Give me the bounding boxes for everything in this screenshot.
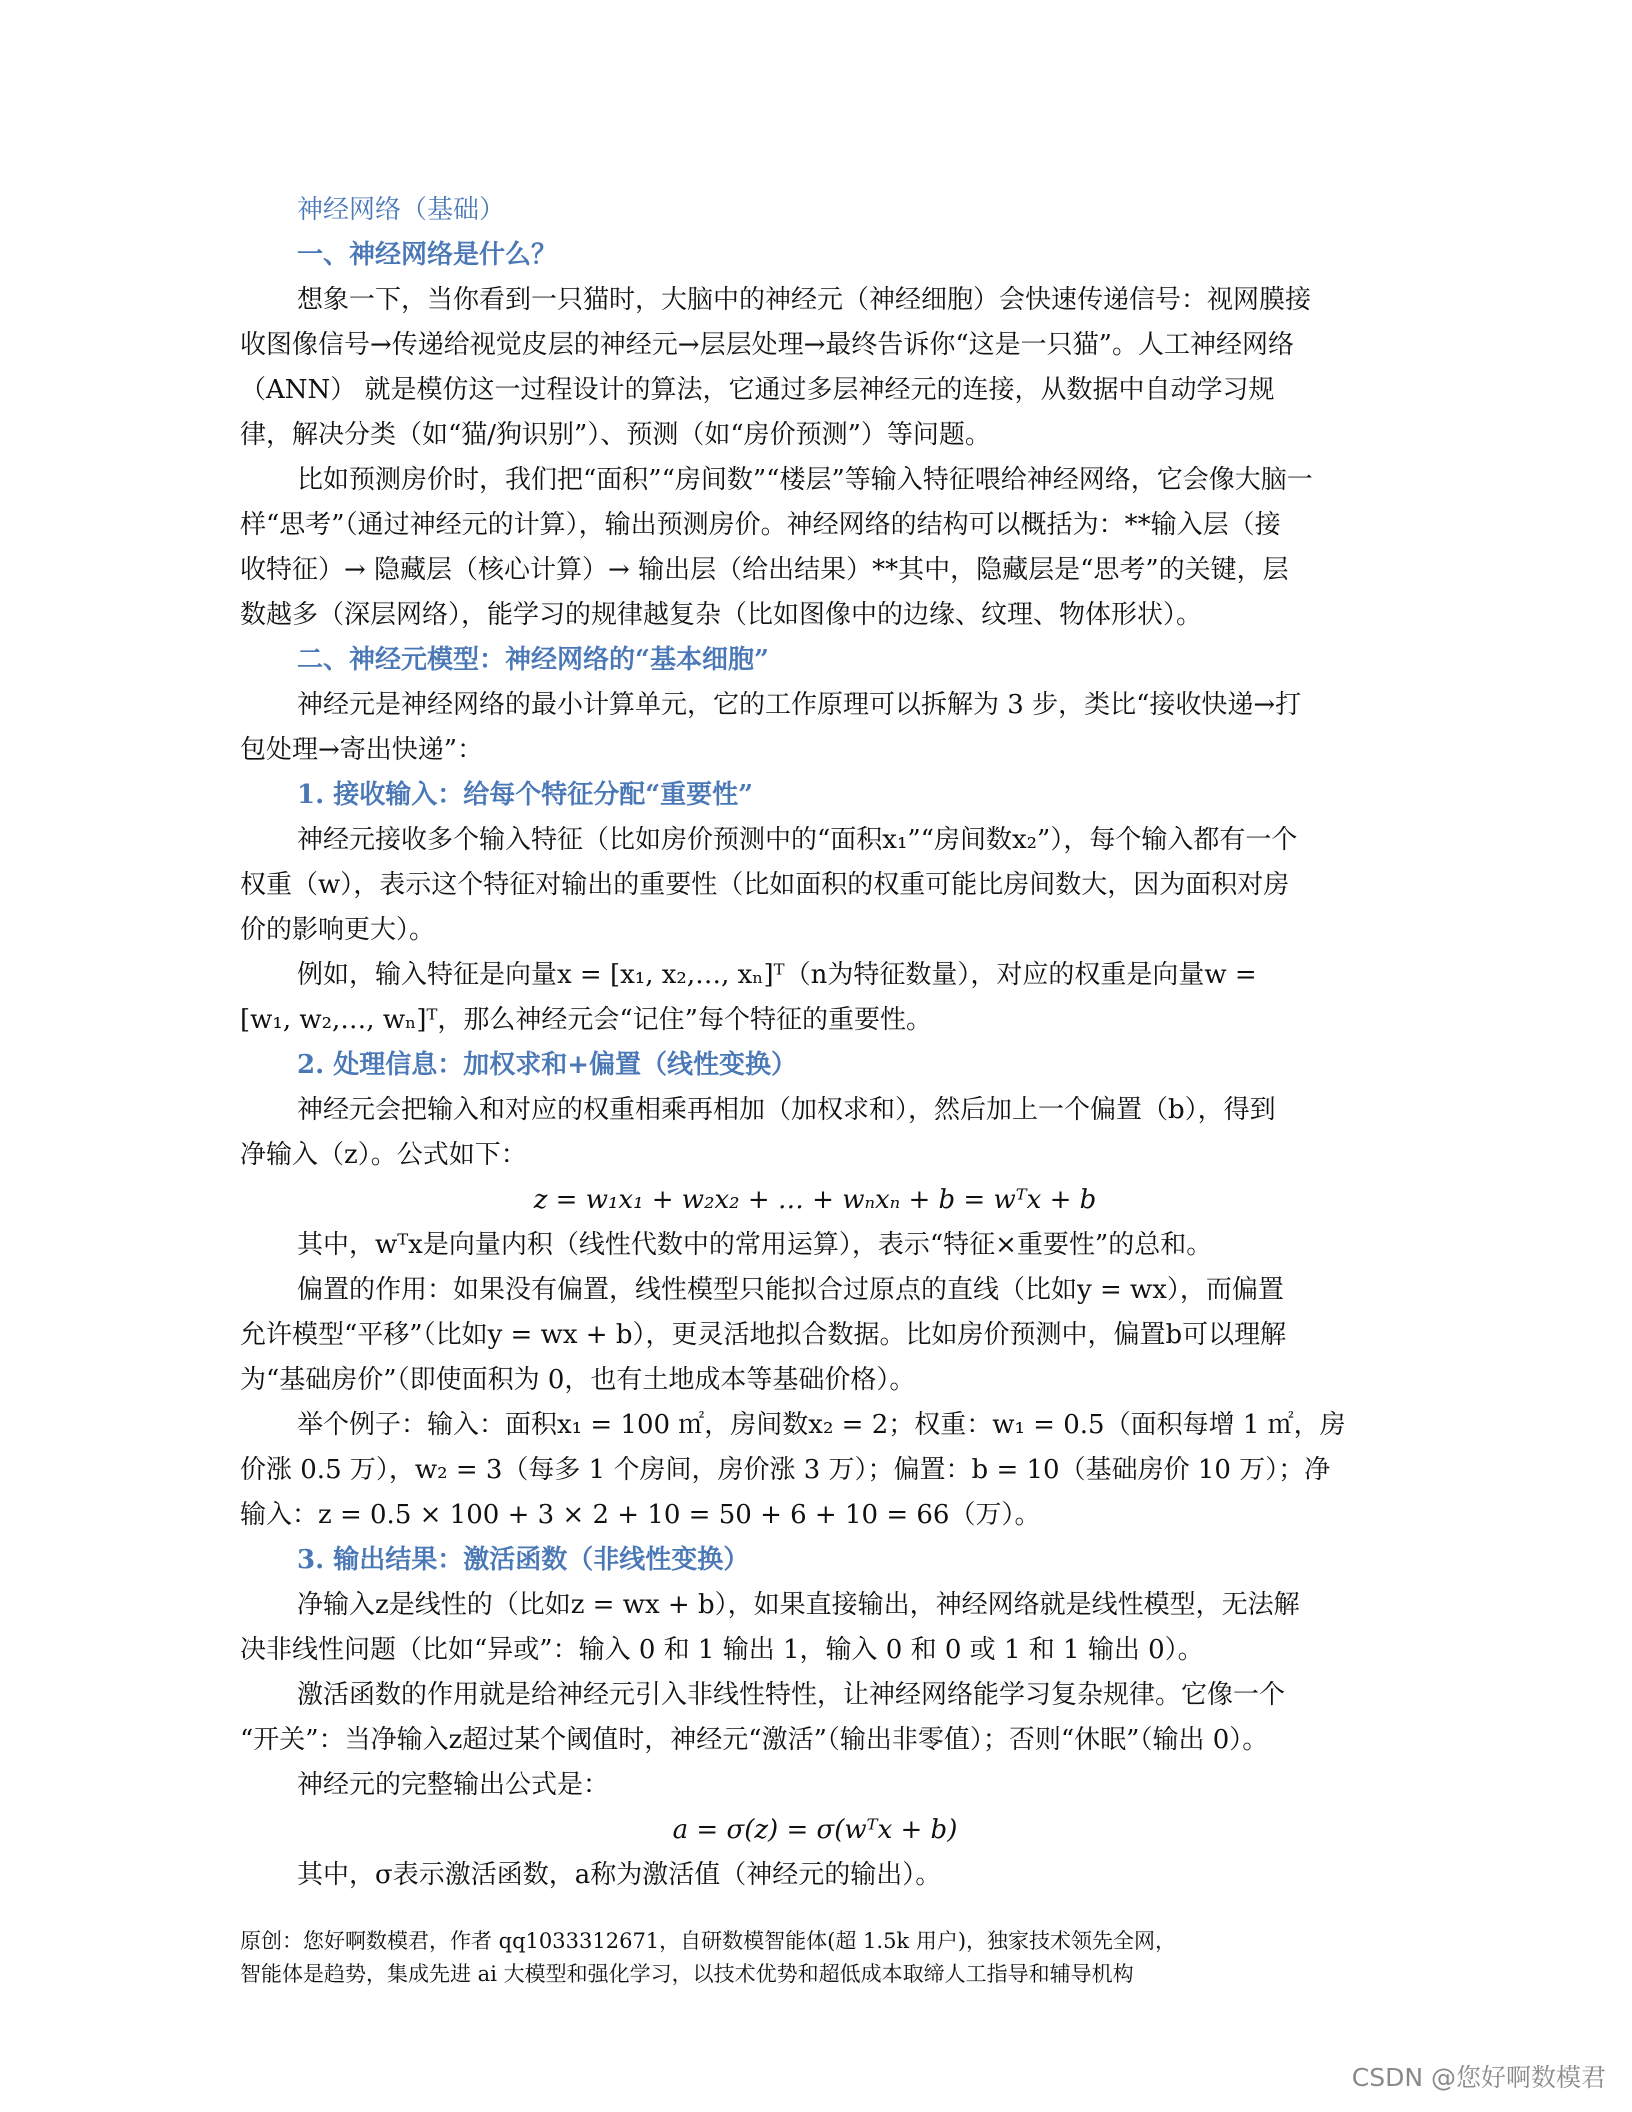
text-line: “开关”：当净输入z超过某个阈值时，神经元“激活”（输出非零值）；否则“休眠”（输出 0）。 <box>240 1725 1269 1755</box>
document-title: 神经网络（基础） <box>297 195 506 225</box>
paragraph-2 <box>240 458 1390 638</box>
footer-line: 原创：您好啊数模君，作者 qq1033312671，自研数模智能体(超 1.5k 用户)，独家技术领先全网， <box>240 1929 1177 1953</box>
text-line: 净输入（z）。公式如下： <box>240 1140 527 1170</box>
text-line: 包处理→寄出快递”： <box>240 735 484 765</box>
text-line: 价的影响更大）。 <box>240 915 436 945</box>
text-line: 输入：z = 0.5 × 100 + 3 × 2 + 10 = 50 + 6 + 10 = 66（万）。 <box>240 1500 1041 1530</box>
text-line: 权重（w），表示这个特征对输出的重要性（比如面积的权重可能比房间数大，因为面积对房 <box>240 870 1290 900</box>
step-2-heading: 2. 处理信息：加权求和+偏置（线性变换） <box>297 1050 797 1080</box>
text-line: 律，解决分类（如“猫/狗识别”）、预测（如“房价预测”）等问题。 <box>240 420 991 450</box>
text-line: 为“基础房价”（即使面积为 0，也有土地成本等基础价格）。 <box>240 1365 916 1395</box>
footer-note <box>240 1925 1390 1991</box>
paragraph-10 <box>240 1583 1390 1673</box>
paragraph-11 <box>240 1673 1390 1763</box>
paragraph-5 <box>240 953 1390 1043</box>
text-line: 激活函数的作用就是给神经元引入非线性特性，让神经网络能学习复杂规律。它像一个 <box>297 1680 1286 1710</box>
paragraph-7: 其中，wᵀx是向量内积（线性代数中的常用运算），表示“特征×重要性”的总和。 <box>297 1230 1213 1260</box>
text-line: 决非线性问题（比如“异或”：输入 0 和 1 输出 1，输入 0 和 0 或 1 和 1 输出 0）。 <box>240 1635 1204 1665</box>
section-2-heading: 二、神经元模型：神经网络的“基本细胞” <box>297 645 769 675</box>
paragraph-3 <box>240 683 1390 773</box>
text-line: 收特征）→ 隐藏层（核心计算）→ 输出层（给出结果）**其中，隐藏层是“思考”的关键，层 <box>240 555 1289 585</box>
text-line: （ANN） 就是模仿这一过程设计的算法，它通过多层神经元的连接，从数据中自动学习规 <box>240 375 1275 405</box>
section-1-heading: 一、神经网络是什么？ <box>297 240 558 270</box>
step-3-heading: 3. 输出结果：激活函数（非线性变换） <box>297 1545 750 1575</box>
article-body <box>240 188 1390 1898</box>
paragraph-9 <box>240 1403 1390 1538</box>
step-1-heading: 1. 接收输入：给每个特征分配“重要性” <box>297 780 754 810</box>
text-line: 净输入z是线性的（比如z = wx + b），如果直接输出，神经网络就是线性模型，无法解 <box>297 1590 1300 1620</box>
text-line: 神经元是神经网络的最小计算单元，它的工作原理可以拆解为 3 步，类比“接收快递→打 <box>297 690 1302 720</box>
text-line: 数越多（深层网络），能学习的规律越复杂（比如图像中的边缘、纹理、物体形状）。 <box>240 600 1203 630</box>
paragraph-12: 神经元的完整输出公式是： <box>297 1770 610 1800</box>
paragraph-13: 其中，σ表示激活函数，a称为激活值（神经元的输出）。 <box>297 1860 942 1890</box>
text-line: 例如，输入特征是向量x = [x₁, x₂,…, xₙ]ᵀ（n为特征数量），对应的权重是向量w = <box>297 960 1257 990</box>
equation-net-input: z = w₁x₁ + w₂x₂ + … + wₙxₙ + b = wᵀx + b <box>533 1185 1097 1215</box>
text-line: 偏置的作用：如果没有偏置，线性模型只能拟合过原点的直线（比如y = wx），而偏置 <box>297 1275 1284 1305</box>
footer-line: 智能体是趋势，集成先进 ai 大模型和强化学习，以技术优势和超低成本取缔人工指导和辅导机构 <box>240 1962 1134 1986</box>
text-line: 收图像信号→传递给视觉皮层的神经元→层层处理→最终告诉你“这是一只猫”。人工神经网络 <box>240 330 1294 360</box>
text-line: 样“思考”（通过神经元的计算），输出预测房价。神经网络的结构可以概括为：**输入层（接 <box>240 510 1281 540</box>
text-line: 比如预测房价时，我们把“面积”“房间数”“楼层”等输入特征喂给神经网络，它会像大脑一 <box>297 465 1313 495</box>
paragraph-1 <box>240 278 1390 458</box>
text-line: 举个例子：输入：面积x₁ = 100 ㎡，房间数x₂ = 2；权重：w₁ = 0.5（面积每增 1 ㎡，房 <box>297 1410 1346 1440</box>
paragraph-6 <box>240 1088 1390 1178</box>
paragraph-8 <box>240 1268 1390 1403</box>
text-line: 想象一下，当你看到一只猫时，大脑中的神经元（神经细胞）会快速传递信号：视网膜接 <box>297 285 1312 315</box>
text-line: 神经元会把输入和对应的权重相乘再相加（加权求和），然后加上一个偏置（b），得到 <box>297 1095 1276 1125</box>
paragraph-4 <box>240 818 1390 953</box>
text-line: 价涨 0.5 万），w₂ = 3（每多 1 个房间，房价涨 3 万）；偏置：b = 10（基础房价 10 万）；净 <box>240 1455 1331 1485</box>
text-line: [w₁, w₂,…, wₙ]ᵀ，那么神经元会“记住”每个特征的重要性。 <box>240 1005 932 1035</box>
equation-activation: a = σ(z) = σ(wᵀx + b) <box>672 1815 958 1845</box>
csdn-watermark: CSDN @您好啊数模君 <box>1351 2063 1606 2092</box>
text-line: 神经元接收多个输入特征（比如房价预测中的“面积x₁”“房间数x₂”），每个输入都有一个 <box>297 825 1298 855</box>
text-line: 允许模型“平移”（比如y = wx + b），更灵活地拟合数据。比如房价预测中，偏置b可以理解 <box>240 1320 1287 1350</box>
